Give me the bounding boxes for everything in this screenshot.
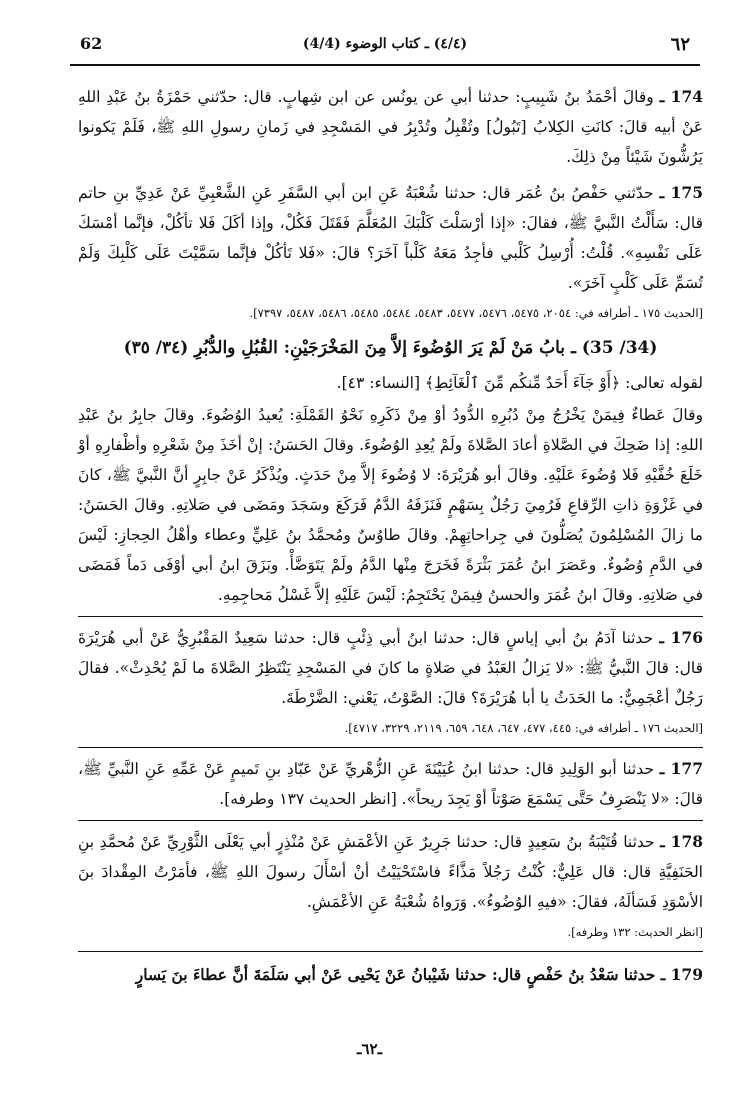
page-number-latin: 62 (80, 34, 103, 53)
running-title: (٤/٤) ـ كتاب الوضوء (4/4) (302, 36, 468, 52)
page-number-arabic: ٦٢ (670, 34, 690, 55)
hadith-reference: [انظر الحديث: ١٣٢ وطرفه]. (567, 925, 703, 939)
hadith-175 (78, 178, 703, 298)
hadith-number: 178 ـ (660, 832, 704, 851)
hadith-text: حدثنا أبو الوَلِيدِ قال: حدثنا ابنُ عُيَيْنَةَ عَنِ الزُّهْريِّ عَنْ عَبّادِ بنِ تَميمٍ عَنْ عَمِّهِ عَنِ النَّبيِّ ﷺ، قالَ: «لا يَنْصَرِفُ حَتَّى يَسْمَعَ صَوْتاً أوْ يَجِدَ ريحاً». [انظر الحديث ١٣٧ وطرفه]. (78, 760, 703, 808)
chapter-text: وقالَ عَطاءٌ فِيمَنْ يَخْرُجُ مِنْ دُبُرِهِ الدُّودُ أوْ مِنْ ذَكَرِهِ نَحْوُ القَمْلَةِ: يُعيدُ الوُضُوءَ. وقالَ جابِرُ بنُ عَبْدِ اللهِ: إذا ضَحِكَ في الصَّلاةِ أعادَ الصَّلاةَ ولَمْ يُعِدِ الوُضُوءَ. وقالَ الحَسَنُ: إنْ أخَذَ مِنْ شَعْرِهِ وأظْفارِهِ أوْ خَلَعَ خُفَّيْهِ فَلا وُضُوءَ عَلَيْهِ. وقالَ أبو هُرَيْرَةَ: لا وُضُوءَ إلاَّ مِنْ حَدَثٍ. ويُذْكَرُ عَنْ جابِرٍ أنَّ النَّبيَّ ﷺ، كانَ في غَزْوَةِ ذاتِ الرِّقاعِ فَرُمِيَ رَجُلٌ بِسَهْمٍ فَنَزَفَهُ الدَّمُ فَرَكَعَ وسَجَدَ ومَضَى في صَلاتِهِ. وقالَ الحَسَنُ: ما زالَ المُسْلِمُونَ يُصَلُّونَ في جِراحاتِهِمْ. وقالَ طاوُسٌ ومُحمَّدُ بنُ عَلِيٍّ وعطاء وأهْلُ الحِجازِ: لَيْسَ في الدَّمِ وُضُوءٌ. وعَصَرَ ابنُ عُمَرَ بَثْرَةً فَخَرَجَ مِنْها الدَّمُ ولَمْ يَتَوَضَّأْ. وبَزَقَ ابنُ أبي أوْفَى دَماً فَمَضَى في صَلاتِهِ. وقالَ ابنُ عُمَرَ والحسنُ فِيمَنْ يَحْتَجِمُ: لَيْسَ عَلَيْهِ إلاَّ غَسْلُ مَحاجِمِهِ. (78, 406, 703, 604)
hadith-174 (78, 82, 703, 172)
chapter-title: (34/ 35) ـ بابُ مَنْ لَمْ يَرَ الوُضُوءَ إلاَّ مِنَ المَخْرَجَيْنِ: القُبُلِ والدُّبُرِ (٣٤/ ٣٥) (123, 338, 658, 358)
quran-verse: لقوله تعالى: ﴿أَوْ جَآءَ أَحَدٌ مِّنكُم مِّنَ ٱلْغَآئِطِ﴾ [النساء: ٤٣]. (336, 374, 703, 392)
header-divider (70, 64, 700, 66)
hadith-number: 174 ـ (659, 87, 704, 106)
divider (78, 616, 703, 617)
hadith-177 (78, 754, 703, 814)
hadith-number: 176 ـ (659, 628, 703, 647)
hadith-text: حدّثني حَفْصُ بنُ عُمَر قال: حدثنا شُعْبَةُ عَنِ ابن أبي السَّفَرِ عَنِ الشَّعْبِيِّ عَنْ عَدِيِّ بنِ حاتم قال: سَأَلْتُ النَّبيَّ ﷺ، فقالَ: «إذا أرْسَلْتَ كَلْبَكَ المُعَلَّمَ فَقَتَلَ فَكُلْ، وإذا أكَلَ فَلا تأكُلْ، فإنَّما أمْسَكَ عَلَى نَفْسِهِ». قُلْتُ: أُرْسِلُ كَلْبي فأجِدُ مَعَهُ كَلْباً آخَرَ؟ قالَ: «فَلا تَأكُلْ فإنَّما سَمَّيْتَ عَلَى كَلْبِكَ وَلَمْ تُسَمِّ عَلَى كَلْبٍ آخَرَ». (78, 184, 703, 292)
running-header (70, 30, 700, 60)
divider (78, 747, 703, 748)
hadith-text: حدثنا قُتَيْبَةُ بنُ سَعِيدٍ قال: حدثنا جَرِيرٌ عَنِ الأعْمَشِ عَنْ مُنْذِرٍ أبي يَعْلَى الثَّوْرِيِّ عَنْ مُحمَّدِ بنِ الحَنَفِيَّةِ قال: قال عَلِيٌّ: كُنْتُ رَجُلاً مَذَّاءً فاسْتَحْيَيْتُ أنْ أسْأَلَ رسولَ اللهِ ﷺ، فأمَرْتُ المِقْدادَ بنَ الأسْوَدِ فَسَألَهُ، فقالَ: «فيهِ الوُضُوءُ». وَرَواهُ شُعْبَةُ عَنِ الأعْمَشِ. (78, 833, 703, 911)
hadith-176 (78, 623, 703, 713)
hadith-number: 177 ـ (659, 759, 703, 778)
hadith-178 (78, 827, 703, 917)
hadith-number: 175 ـ (659, 183, 703, 202)
divider (78, 951, 703, 952)
divider (78, 820, 703, 821)
hadith-text: وقالَ أحْمَدُ بنُ شَبِيبٍ: حدثنا أبي عن يونُس عن ابن شِهابٍ. قال: حدّثني حَمْزَةُ بنُ عَبْدِ اللهِ عَنْ أبيه قالَ: كانَتِ الكِلابُ [تَبُولُ] وتُقْبِلُ وتُدْبِرُ في المَسْجِدِ في زَمانِ رسولِ اللهِ ﷺ، فَلَمْ يَكونوا يَرُشُّونَ شَيْئاً مِنْ ذلِكَ. (78, 88, 703, 166)
footer-page-number: ـ٦٢ـ (357, 1040, 382, 1058)
hadith-179-start: 179 ـ حدثنا سَعْدُ بنُ حَفْصٍ قال: حدثنا شَيْبانُ عَنْ يَحْيى عَنْ أبي سَلَمَةَ أنَّ عطاءَ بنَ يَسارٍ (135, 965, 703, 984)
hadith-reference: [الحديث ١٧٥ ـ أطرافه في: ٢٠٥٤، ٥٤٧٥، ٥٤٧٦، ٥٤٧٧، ٥٤٨٣، ٥٤٨٤، ٥٤٨٥، ٥٤٨٦، ٥٤٨٧، ٧٣٩٧]. (249, 306, 703, 320)
page-body (78, 82, 703, 990)
hadith-reference: [الحديث ١٧٦ ـ أطرافه في: ٤٤٥، ٤٧٧، ٦٤٧، ٦٤٨، ٦٥٩، ٢١١٩، ٣٢٢٩، ٤٧١٧]. (344, 721, 703, 735)
hadith-text: حدثنا آدَمُ بنُ أبي إياسٍ قال: حدثنا ابنُ أبي ذِئْبٍ قال: حدثنا سَعِيدٌ المَقْبُرِيُّ عَنْ أبي هُرَيْرَةَ قال: قالَ النَّبيُّ ﷺ: «لا يَزالُ العَبْدُ في صَلاةٍ ما كانَ في المَسْجِدِ يَنْتَظِرُ الصَّلاةَ ما لَمْ يُحْدِثْ». فقالَ رَجُلٌ أعْجَمِيٌّ: ما الحَدَثُ يا أبا هُرَيْرَةَ؟ قالَ: الصَّوْتُ، يَعْني: الضَّرْطَةَ. (78, 629, 703, 707)
